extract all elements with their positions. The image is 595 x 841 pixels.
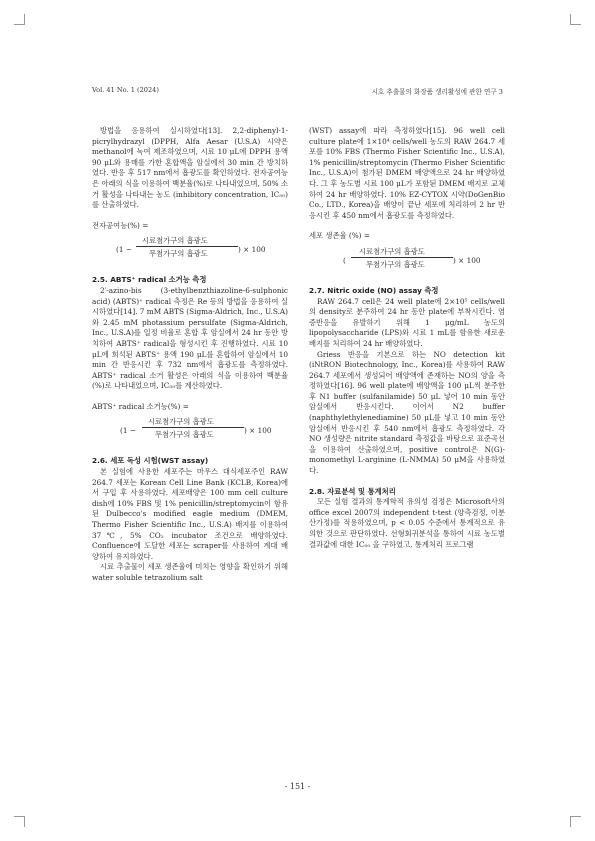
fraction-bar [136,246,238,247]
equation-prefix: ( [343,255,346,265]
equation-prefix: (1 − [116,245,132,255]
crop-mark-bottom-left [14,816,25,827]
crop-mark-top-left [14,14,25,25]
right-column [309,126,508,550]
fraction-bar [142,427,244,428]
section-heading-2-6: 2.6. 세포 독성 시험(WST assay) [92,456,209,466]
section-heading-2-7: 2.7. Nitric oxide (NO) assay 측정 [309,285,439,295]
fraction-bar [351,257,453,258]
equation-suffix: ) × 100 [238,245,266,255]
equation-denominator: 무첨가구의 흡광도 [366,259,425,269]
equation-label-electron-donating: 전자공여능(%) = [92,220,149,230]
paragraph-wst-assay: (WST) assay에 따라 측정하였다[15]. 96 well cell culture plate에 1×10⁴ cells/well 농도의 RAW 264.7 세포를 10% FBS (Thermo Fisher Scientific Inc., U.S.A), 1% penicillin/streptomycin (Thermo Fisher Scientific Inc., U.S.A)이 첨가된 DMEM 배양액으로 24 hr 배양하였다. 그 후 농도별 시료 100 μL가 포함된 DMEM 배지로 교체하여 24 hr 배양하였다. 10% EZ-CYTOX 시약(DoGenBio Co., LTD., Korea)을 배양이 끝난 세포에 처리하여 2 hr 반응시킨 후 450 nm에서 흡광도를 측정하였다. [309,126,508,220]
equation-numerator: 시료첨가구의 흡광도 [148,417,214,427]
equation-prefix: (1 − [120,426,136,436]
section-heading-2-5: 2.5. ABTS⁺ radical 소거능 측정 [92,275,207,285]
equation-abts [92,416,288,446]
paragraph-no-cell-prep: RAW 264.7 cell은 24 well plate에 2×10⁵ cells/well의 density로 분주하여 24 hr 동안 plate에 부착시킨다. 염증반응을 유발하기 위해 1 μg/mL 농도의 lipopolysaccharide (LPS)와 시료 1 mL를 함유한 새로운 배지를 처리하여 24 hr 배양하였다. [309,296,508,348]
crop-mark-top-right [570,14,581,25]
equation-denominator: 무첨가구의 흡광도 [149,249,208,259]
paragraph-cell-culture: 본 실험에 사용한 세포주는 마우스 대식세포주인 RAW 264.7 세포는 Korean Cell Line Bank (KCLB, Korea)에서 구입 후 사용하였다. 세포배양은 100 mm cell culture dish에 10% FBS 및 1% penicillin/streptomycin이 함유된 Dulbecco's modified eagle medium (DMEM, Thermo Fisher Scientific Inc., U.S.A) 배지를 이용하여 37℃, 5% CO₂ incubator 조건으로 배양하였다. Confluence에 도달한 세포는 scraper를 사용하여 계대 배양하여 유지하였다. [92,467,291,561]
paragraph-statistics: 모든 실험 결과의 통계학적 유의성 검정은 Microsoft사의 office excel 2007의 independent t-test (양측검정, 이분산가정)를 적용하였으며, p < 0.05 수준에서 통계적으로 유의한 것으로 판단하였다. 선형회귀분석을 통하여 시료 농도별 결과값에 대한 IC₅₀ 을 구하였고, 통계처리 프로그램 [309,497,508,549]
equation-suffix: ) × 100 [453,255,481,265]
equation-cell-viability [309,246,505,276]
equation-label-cell-viability: 세포 생존율 (%) = [309,231,370,241]
equation-label-abts: ABTS⁺ radical 소거능(%) = [92,401,189,411]
equation-electron-donating [92,235,288,265]
page-number: - 151 - [284,782,311,791]
paragraph-griess-method: Griess 반응을 기본으로 하는 NO detection kit (iNtRON Biotechnology, Inc., Korea)를 사용하여 RAW 264.7 세포에서 생성되어 배양액에 존재하는 NO의 양을 측정하였다[16]. 96 well plate에 배양액을 100 μL씩 분주한 후 N1 buffer (sulfanilamide) 50 μL 넣어 10 min 동안 암실에서 반응시킨다. 이어서 N2 buffer (naphthylethylenediamine) 50 μL를 넣고 10 min 동안 암실에서 반응시킨 후 540 nm에서 흡광도 측정하였다. 각 NO 생성량은 nitrite standard 측정값을 바탕으로 표준곡선을 이용하여 산출하였으며, positive control은 N(G)-monomethyl L-arginine (L-NMMA) 50 μM을 사용하였다. [309,349,508,476]
left-column [92,126,291,584]
equation-numerator: 시료첨가구의 흡광도 [142,236,208,246]
equation-denominator: 무첨가구의 흡광도 [155,430,214,440]
running-header-title: 시호 추출물의 화장품 생리활성에 관한 연구 3 [371,88,503,96]
equation-numerator: 시료첨가구의 흡광도 [359,246,425,256]
crop-mark-bottom-right [570,816,581,827]
paragraph-dpph-method: 방법을 응용하여 실시하였다[13]. 2,2-diphenyl-1-picrylhydrazyl (DPPH, Alfa Aesar (U.S.A) 시약은 methanol에 녹여 제조하였으며, 시료 10 μL에 DPPH 용액 90 μL와 용매를 가한 혼합액을 암실에서 30 min 간 방치하였다. 반응 후 517 nm에서 흡광도를 확인하였다. 전자공여능은 아래의 식을 이용하여 백분율(%)로 나타내었으며, 50% 소거 활성을 나타내는 농도 (inhibitory concentration, IC₅₀)를 산출하였다. [92,126,291,210]
paragraph-wst-intro: 시료 추출물이 세포 생존율에 미치는 영향을 확인하기 위해 water soluble tetrazolium salt [92,562,291,582]
paragraph-abts-method: 2′-azino-bis (3-ethylbenzthiazoline-6-sulphonic acid) (ABTS)⁺ radical 측정은 Re 등의 방법을 응용하여 실시하였다[14]. 7 mM ABTS (Sigma-Aldrich, Inc., U.S.A)와 2.45 mM photassium persulfate (Sigma-Aldrich, Inc., U.S.A)를 일정 비율로 혼합 후 암실에서 24 hr 동안 방치하여 ABTS⁺ radical을 형성시킨 후 진행하였다. 시료 10 μL에 희석된 ABTS⁺ 용액 190 μL를 혼합하여 암실에서 10 min 간 반응시킨 후 732 nm에서 흡광도를 측정하였다. ABTS⁺ radical 소거 활성은 아래의 식을 이용하여 백분율(%)로 나타내었으며, IC₅₀를 계산하였다. [92,285,291,391]
equation-suffix: ) × 100 [244,426,272,436]
section-heading-2-8: 2.8. 자료분석 및 통계처리 [309,486,396,496]
running-header-volume: Vol. 41 No. 1 (2024) [92,86,159,94]
